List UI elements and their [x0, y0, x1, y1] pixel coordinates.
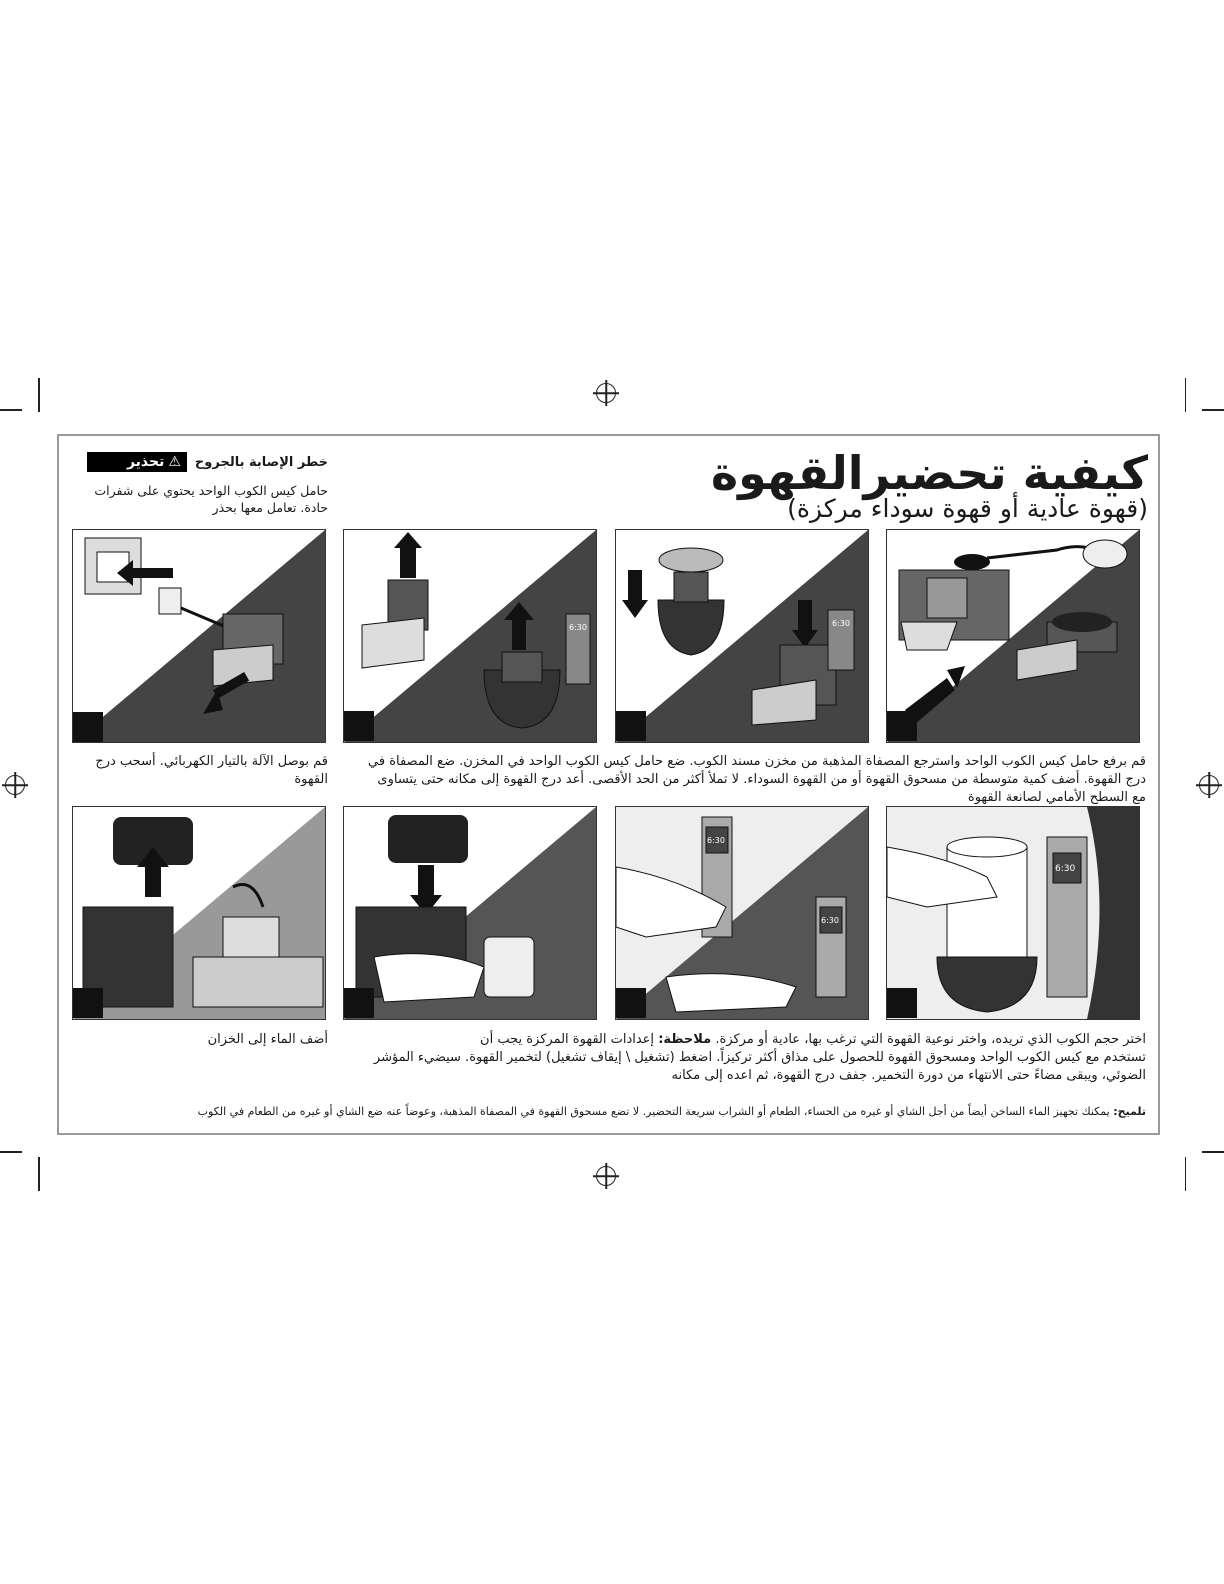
size-buttons-illustration: [887, 807, 1139, 1019]
step-panel-reservoir-mug: [343, 806, 597, 1020]
crop-mark: [1185, 378, 1187, 412]
registration-mark-icon: [5, 775, 25, 795]
reservoir-and-mug-illustration: [344, 807, 596, 1019]
display-clock: 6:30: [707, 836, 725, 845]
warning-header: [87, 452, 328, 472]
tip-body: يمكنك تجهيز الماء الساخن أيضاً من أجل الشاي أو غيره من الحساء، الطعام أو الشراب سريعة التحضير. لا تضع مسحوق القهوة في المصفاة المذهبة، وعوضاً عنه ضع الشاي أو غيره من الطعام في الكوب: [197, 1105, 1110, 1118]
warning-body: حامل كيس الكوب الواحد يحتوي على شفرات حادة. تعامل معها بحذر: [94, 483, 328, 515]
step-number-badge: [616, 988, 646, 1018]
caption-line: اختر حجم الكوب الذي تريده، واختر نوعية القهوة التي ترغب بها، عادية أو مركزة. ملاحظة: إعدادات القهوة المركزة يجب أن: [480, 1032, 1146, 1047]
warning-heading: خطر الإصابة بالجروح: [194, 454, 328, 470]
step-panel-lift-holder: [343, 529, 597, 743]
brew-button-illustration: [616, 807, 868, 1019]
step-number-badge: [73, 712, 103, 742]
step-number-badge: [73, 988, 103, 1018]
warning-badge-label: تحذير: [126, 454, 165, 470]
step-number-badge: [344, 988, 374, 1018]
step-panel-size-buttons: [886, 806, 1140, 1020]
step-number-badge: [887, 711, 917, 741]
step-caption-row2-main: [360, 1031, 1146, 1085]
step-panel-plug-in: [72, 529, 326, 743]
display-clock: 6:30: [832, 619, 850, 628]
step-number-badge: [887, 988, 917, 1018]
step-number-badge: [344, 711, 374, 741]
step-panel-scoop: [886, 529, 1140, 743]
step-panel-brew-button: [615, 806, 869, 1020]
step-panel-fill-reservoir: [72, 806, 326, 1020]
crop-mark: [0, 1151, 22, 1153]
registration-mark-icon: [1199, 775, 1219, 795]
crop-mark: [1202, 409, 1224, 411]
tip-label: تلميح:: [1113, 1105, 1146, 1118]
step-caption-row2-side: أضف الماء إلى الخزان: [207, 1032, 328, 1047]
fill-reservoir-illustration: [73, 807, 325, 1019]
crop-mark: [1185, 1157, 1187, 1191]
scoop-coffee-illustration: [887, 530, 1139, 742]
crop-mark: [38, 378, 40, 412]
warning-badge: [87, 452, 187, 472]
lift-holder-illustration: [344, 530, 596, 742]
crop-mark: [0, 409, 22, 411]
warning-triangle-icon: ⚠: [168, 454, 181, 470]
step-panel-lower-holder: [615, 529, 869, 743]
caption-line: الضوئي، ويبقى مضاءً حتى الانتهاء من دورة التخمير. جفف درج القهوة، ثم اعده إلى مكانه: [671, 1068, 1146, 1083]
step-number-badge: [616, 711, 646, 741]
note-label: ملاحظة:: [658, 1032, 712, 1047]
display-clock: 6:30: [1055, 864, 1076, 874]
step-caption-row1-main: قم برفع حامل كيس الكوب الواحد واسترجع المصفاة المذهبة من مخزن مسند الكوب. ضع حامل كيس الكوب الواحد في المخزن. ضع المصفاة في درج القهوة. أضف كمية متوسطة من مسحوق القهوة أو من القهوة السوداء. لا تملأ أكثر من الحد الأقصى. أعد درج القهوة إلى مكانه حتى يتساوى مع السطح الأمامي لصانعة القهوة: [368, 754, 1146, 805]
lower-holder-illustration: [616, 530, 868, 742]
step-caption-row1-side: قم بوصل الآلة بالتيار الكهربائي. أسحب درج القهوة: [95, 754, 328, 787]
registration-mark-icon: [596, 1166, 616, 1186]
plug-in-illustration: [73, 530, 325, 742]
caption-line: تستخدم مع كيس الكوب الواحد ومسحوق القهوة للحصول على مذاق أكثر تركيزاً. اضغط (تشغيل \ إيقاف تشغيل) لتخمير القهوة. سيضيء المؤشر: [373, 1050, 1146, 1065]
tip-text: [86, 1104, 1146, 1119]
page-subtitle: (قهوة عادية أو قهوة سوداء مركزة): [787, 494, 1148, 523]
crop-mark: [1202, 1151, 1224, 1153]
page-title: كيفية تحضيرالقهوة: [711, 446, 1148, 500]
registration-mark-icon: [596, 383, 616, 403]
crop-mark: [38, 1157, 40, 1191]
display-clock: 6:30: [821, 916, 839, 925]
display-clock: 6:30: [569, 623, 587, 632]
